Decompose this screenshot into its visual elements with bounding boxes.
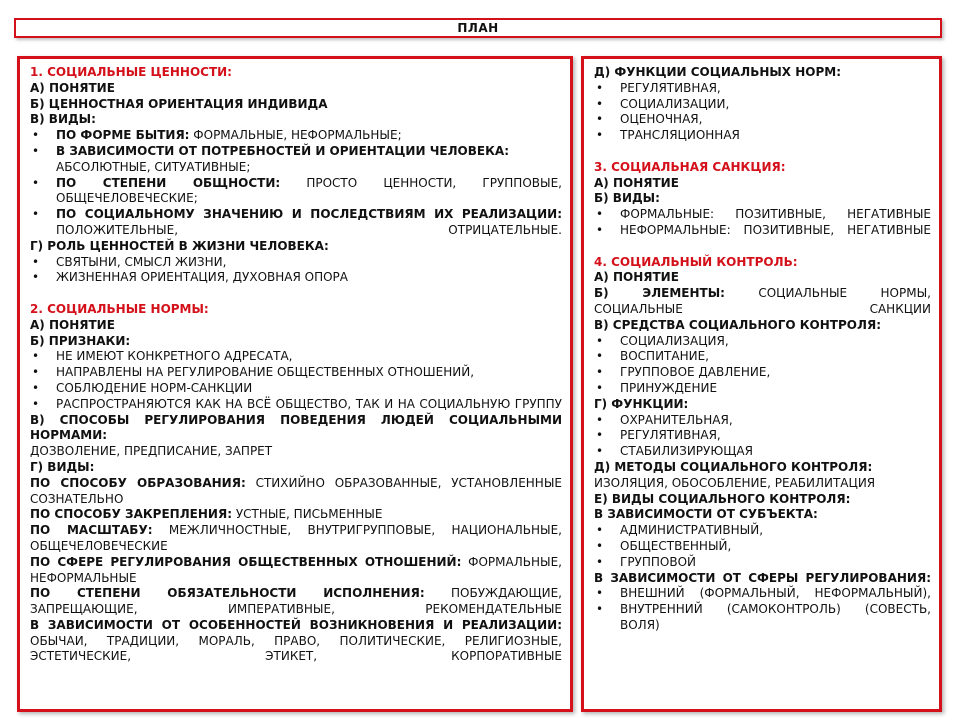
- list-item: [30, 128, 562, 144]
- s4-functions-heading: Г) ФУНКЦИИ:: [594, 396, 689, 411]
- list-item: • РЕГУЛЯТИВНАЯ,: [594, 81, 931, 97]
- list-item: • ОХРАНИТЕЛЬНАЯ,: [594, 413, 931, 429]
- item-label: ПО СТЕПЕНИ ОБЯЗАТЕЛЬНОСТИ ИСПОЛНЕНИЯ:: [30, 586, 425, 601]
- s3-types-heading: Б) ВИДЫ:: [594, 191, 660, 206]
- item-label: ПО МАСШТАБУ:: [30, 523, 153, 538]
- item-text: МЕЖЛИЧНОСТНЫЕ, ВНУТРИГРУППОВЫЕ, НАЦИОНАЛЬНЫЕ, ОБЩЕЧЕЛОВЕЧЕСКИЕ: [30, 523, 562, 553]
- item-label: ПО ФОРМЕ БЫТИЯ:: [56, 128, 190, 143]
- item-text: ФОРМАЛЬНЫЕ, НЕФОРМАЛЬНЫЕ;: [189, 128, 402, 143]
- norm-type: [30, 586, 562, 618]
- s2-regulation-heading: В) СПОСОБЫ РЕГУЛИРОВАНИЯ ПОВЕДЕНИЯ ЛЮДЕЙ СОЦИАЛЬНЫМИ НОРМАМИ:: [30, 412, 562, 443]
- list-item: • ТРАНСЛЯЦИОННАЯ: [594, 128, 931, 144]
- by-subject-heading: В ЗАВИСИМОСТИ ОТ СУБЪЕКТА:: [594, 507, 818, 522]
- s4-control-types-heading: Е) ВИДЫ СОЦИАЛЬНОГО КОНТРОЛЯ:: [594, 491, 851, 506]
- list-item: • РЕГУЛЯТИВНАЯ,: [594, 428, 931, 444]
- item-text: СТИХИЙНО ОБРАЗОВАННЫЕ, УСТАНОВЛЕННЫЕ СОЗНАТЕЛЬНО: [30, 475, 562, 506]
- list-item: • СОБЛЮДЕНИЕ НОРМ-САНКЦИИ: [30, 381, 562, 397]
- list-item: [30, 144, 562, 176]
- norm-type: [30, 523, 562, 555]
- list-item: • СВЯТЫНИ, СМЫСЛ ЖИЗНИ,: [30, 255, 562, 271]
- list-item: [30, 176, 562, 208]
- item-text: ПОЛОЖИТЕЛЬНЫЕ, ОТРИЦАТЕЛЬНЫЕ.: [56, 222, 562, 237]
- section-1-heading: 1. СОЦИАЛЬНЫЕ ЦЕННОСТИ:: [30, 65, 232, 79]
- list-item: • ГРУППОВОЕ ДАВЛЕНИЕ,: [594, 365, 931, 381]
- right-panel: [581, 56, 942, 712]
- norm-type: [30, 618, 562, 665]
- item-text: ПРОСТО ЦЕННОСТИ, ГРУППОВЫЕ, ОБЩЕЧЕЛОВЕЧЕСКИЕ;: [56, 175, 562, 206]
- section-2-heading: 2. СОЦИАЛЬНЫЕ НОРМЫ:: [30, 301, 209, 316]
- item-label: ПО СФЕРЕ РЕГУЛИРОВАНИЯ ОБЩЕСТВЕННЫХ ОТНОШЕНИЙ:: [30, 554, 462, 569]
- norm-functions-heading: Д) ФУНКЦИИ СОЦИАЛЬНЫХ НОРМ:: [594, 65, 842, 79]
- list-item: • НЕ ИМЕЮТ КОНКРЕТНОГО АДРЕСАТА,: [30, 349, 562, 365]
- s1-value-orientation: Б) ЦЕННОСТНАЯ ОРИЕНТАЦИЯ ИНДИВИДА: [30, 96, 328, 111]
- list-item: • ОЦЕНОЧНАЯ,: [594, 112, 931, 128]
- list-item: • СОЦИАЛИЗАЦИЯ,: [594, 334, 931, 350]
- list-item: [30, 207, 562, 239]
- item-text: УСТНЫЕ, ПИСЬМЕННЫЕ: [232, 507, 383, 522]
- list-item: • НАПРАВЛЕНЫ НА РЕГУЛИРОВАНИЕ ОБЩЕСТВЕННЫХ ОТНОШЕНИЙ,: [30, 365, 562, 381]
- s1-concept: А) ПОНЯТИЕ: [30, 80, 115, 95]
- list-item: • РАСПРОСТРАНЯЮТСЯ КАК НА ВСЁ ОБЩЕСТВО, ТАК И НА СОЦИАЛЬНУЮ ГРУППУ: [30, 397, 562, 413]
- s2-regulation-text: ДОЗВОЛЕНИЕ, ПРЕДПИСАНИЕ, ЗАПРЕТ: [30, 444, 273, 459]
- s3-concept: А) ПОНЯТИЕ: [594, 175, 679, 190]
- item-label: ПО СОЦИАЛЬНОМУ ЗНАЧЕНИЮ И ПОСЛЕДСТВИЯМ ИХ РЕАЛИЗАЦИИ:: [56, 207, 562, 222]
- norm-type: [30, 555, 562, 587]
- list-item: • ВОСПИТАНИЕ,: [594, 349, 931, 365]
- item-text: СОЦИАЛЬНЫЕ НОРМЫ, СОЦИАЛЬНЫЕ САНКЦИИ: [594, 286, 931, 316]
- list-item: • НЕФОРМАЛЬНЫЕ: ПОЗИТИВНЫЕ, НЕГАТИВНЫЕ: [594, 223, 931, 239]
- item-text: ФОРМАЛЬНЫЕ, НЕФОРМАЛЬНЫЕ: [30, 554, 562, 585]
- item-label: ПО СПОСОБУ ЗАКРЕПЛЕНИЯ:: [30, 507, 233, 522]
- list-item: • ГРУППОВОЙ: [594, 555, 931, 571]
- list-item: • ФОРМАЛЬНЫЕ: ПОЗИТИВНЫЕ, НЕГАТИВНЫЕ: [594, 207, 931, 223]
- by-sphere-heading: В ЗАВИСИМОСТИ ОТ СФЕРЫ РЕГУЛИРОВАНИЯ:: [594, 570, 931, 585]
- s2-concept: А) ПОНЯТИЕ: [30, 317, 115, 332]
- s1-types-heading: В) ВИДЫ:: [30, 112, 96, 127]
- list-item: • ВНУТРЕННИЙ (САМОКОНТРОЛЬ) (СОВЕСТЬ, ВОЛЯ): [594, 602, 931, 634]
- s4-means-heading: В) СРЕДСТВА СОЦИАЛЬНОГО КОНТРОЛЯ:: [594, 317, 881, 332]
- plan-title-box: [14, 18, 942, 38]
- page-title: ПЛАН: [457, 21, 499, 35]
- s2-types-heading: Г) ВИДЫ:: [30, 459, 95, 474]
- s4-concept: А) ПОНЯТИЕ: [594, 270, 679, 285]
- s4-elements: [594, 286, 931, 318]
- list-item: • СОЦИАЛИЗАЦИИ,: [594, 97, 931, 113]
- item-label: В ЗАВИСИМОСТИ ОТ ОСОБЕННОСТЕЙ ВОЗНИКНОВЕНИЯ И РЕАЛИЗАЦИИ:: [30, 617, 562, 632]
- item-label: Б) ЭЛЕМЕНТЫ:: [594, 286, 725, 301]
- list-item: • ПРИНУЖДЕНИЕ: [594, 381, 931, 397]
- item-text: ОБЫЧАИ, ТРАДИЦИИ, МОРАЛЬ, ПРАВО, ПОЛИТИЧЕСКИЕ, РЕЛИГИОЗНЫЕ, ЭСТЕТИЧЕСКИЕ, ЭТИКЕТ, КОРПОРАТИВНЫЕ: [30, 633, 562, 664]
- list-item: • СТАБИЛИЗИРУЮЩАЯ: [594, 444, 931, 460]
- item-label: В ЗАВИСИМОСТИ ОТ ПОТРЕБНОСТЕЙ И ОРИЕНТАЦИИ ЧЕЛОВЕКА:: [56, 143, 509, 158]
- item-text: ПОБУЖДАЮЩИЕ, ЗАПРЕЩАЮЩИЕ, ИМПЕРАТИВНЫЕ, РЕКОМЕНДАТЕЛЬНЫЕ: [30, 586, 562, 617]
- section-3-heading: 3. СОЦИАЛЬНАЯ САНКЦИЯ:: [594, 159, 786, 174]
- list-item: • ЖИЗНЕННАЯ ОРИЕНТАЦИЯ, ДУХОВНАЯ ОПОРА: [30, 270, 562, 286]
- list-item: • ВНЕШНИЙ (ФОРМАЛЬНЫЙ, НЕФОРМАЛЬНЫЙ),: [594, 586, 931, 602]
- item-label: ПО СПОСОБУ ОБРАЗОВАНИЯ:: [30, 475, 246, 490]
- s1-role-heading: Г) РОЛЬ ЦЕННОСТЕЙ В ЖИЗНИ ЧЕЛОВЕКА:: [30, 238, 329, 253]
- list-item: • ОБЩЕСТВЕННЫЙ,: [594, 539, 931, 555]
- norm-type: [30, 507, 562, 523]
- item-label: ПО СТЕПЕНИ ОБЩНОСТИ:: [56, 175, 281, 190]
- left-panel: [17, 56, 573, 712]
- section-4-heading: 4. СОЦИАЛЬНЫЙ КОНТРОЛЬ:: [594, 254, 798, 269]
- item-text: АБСОЛЮТНЫЕ, СИТУАТИВНЫЕ;: [56, 159, 251, 174]
- s4-methods-text: ИЗОЛЯЦИЯ, ОБОСОБЛЕНИЕ, РЕАБИЛИТАЦИЯ: [594, 475, 876, 490]
- s4-methods-heading: Д) МЕТОДЫ СОЦИАЛЬНОГО КОНТРОЛЯ:: [594, 459, 873, 474]
- norm-type: [30, 476, 562, 508]
- s2-signs-heading: Б) ПРИЗНАКИ:: [30, 333, 131, 348]
- list-item: • АДМИНИСТРАТИВНЫЙ,: [594, 523, 931, 539]
